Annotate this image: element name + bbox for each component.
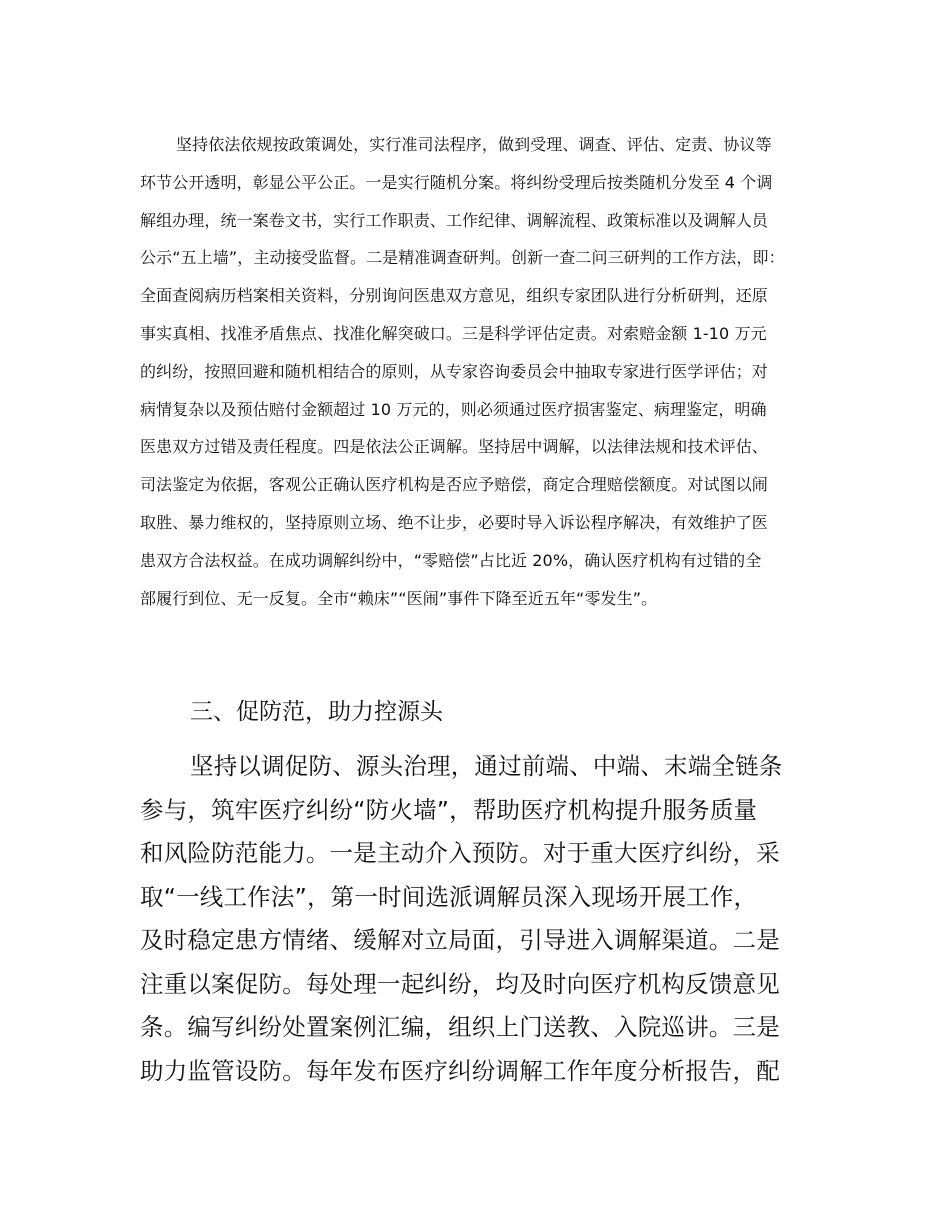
text-line: 全面查阅病历档案相关资料，分别询问医患双方意见，组织专家团队进行分析研判，还原 [140, 286, 768, 306]
text-line: 病情复杂以及预估赔付金额超过 10 万元的，则必须通过医疗损害鉴定、病理鉴定，明确 [140, 399, 767, 419]
text-line: 事实真相、找准矛盾焦点、找准化解突破口。三是科学评估定责。对索赔金额 1-10 万元 [140, 323, 767, 343]
section-heading: 三、促防范，助力控源头 [190, 699, 443, 725]
paragraph-adjudication [140, 126, 825, 617]
text-line: 注重以案促防。每处理一起纠纷，均及时向医疗机构反馈意见 [140, 969, 780, 998]
text-line: 坚持以调促防、源头治理，通过前端、中端、末端全链条 [190, 752, 783, 780]
text-line: 参与，筑牢医疗纠纷“防火墙”，帮助医疗机构提升服务质量 [140, 795, 758, 824]
text-line: 及时稳定患方情绪、缓解对立局面，引导进入调解渠道。二是 [140, 926, 780, 954]
paragraph-prevention [140, 745, 830, 1093]
text-line: 坚持依法依规按政策调处，实行准司法程序，做到受理、调查、评估、定责、协议等 [176, 135, 772, 154]
text-line: 解组办理，统一案卷文书，实行工作职责、工作纪律、调解流程、政策标准以及调解人员 [140, 210, 768, 230]
text-line: 患双方合法权益。在成功调解纠纷中，“零赔偿”占比近 20%，确认医疗机构有过错的全 [140, 550, 762, 570]
text-line: 条。编写纠纷处置案例汇编，组织上门送教、入院巡讲。三是 [140, 1013, 780, 1041]
text-line: 的纠纷，按照回避和随机相结合的原则，从专家咨询委员会中抽取专家进行医学评估；对 [140, 361, 768, 381]
text-line: 助力监管设防。每年发布医疗纠纷调解工作年度分析报告，配 [140, 1056, 780, 1085]
text-line: 和风险防范能力。一是主动介入预防。对于重大医疗纠纷，采 [140, 839, 780, 867]
text-line: 环节公开透明，彰显公平公正。一是实行随机分案。将纠纷受理后按类随机分发至 4 个调 [140, 172, 773, 192]
text-line: 取胜、暴力维权的，坚持原则立场、绝不让步，必要时导入诉讼程序解决，有效维护了医 [140, 512, 768, 532]
text-line: 医患双方过错及责任程度。四是依法公正调解。坚持居中调解，以法律法规和技术评估、 [140, 437, 768, 457]
text-line: 取“一线工作法”，第一时间选派调解员深入现场开展工作， [140, 882, 758, 911]
text-line: 部履行到位、无一反复。全市“赖床”“医闹”事件下降至近五年“零发生”。 [140, 588, 658, 608]
text-line: 司法鉴定为依据，客观公正确认医疗机构是否应予赔偿，商定合理赔偿额度。对试图以闹 [140, 475, 768, 495]
text-line: 公示“五上墙”，主动接受监督。二是精准调查研判。创新一查二问三研判的工作方法，即： [140, 248, 785, 268]
